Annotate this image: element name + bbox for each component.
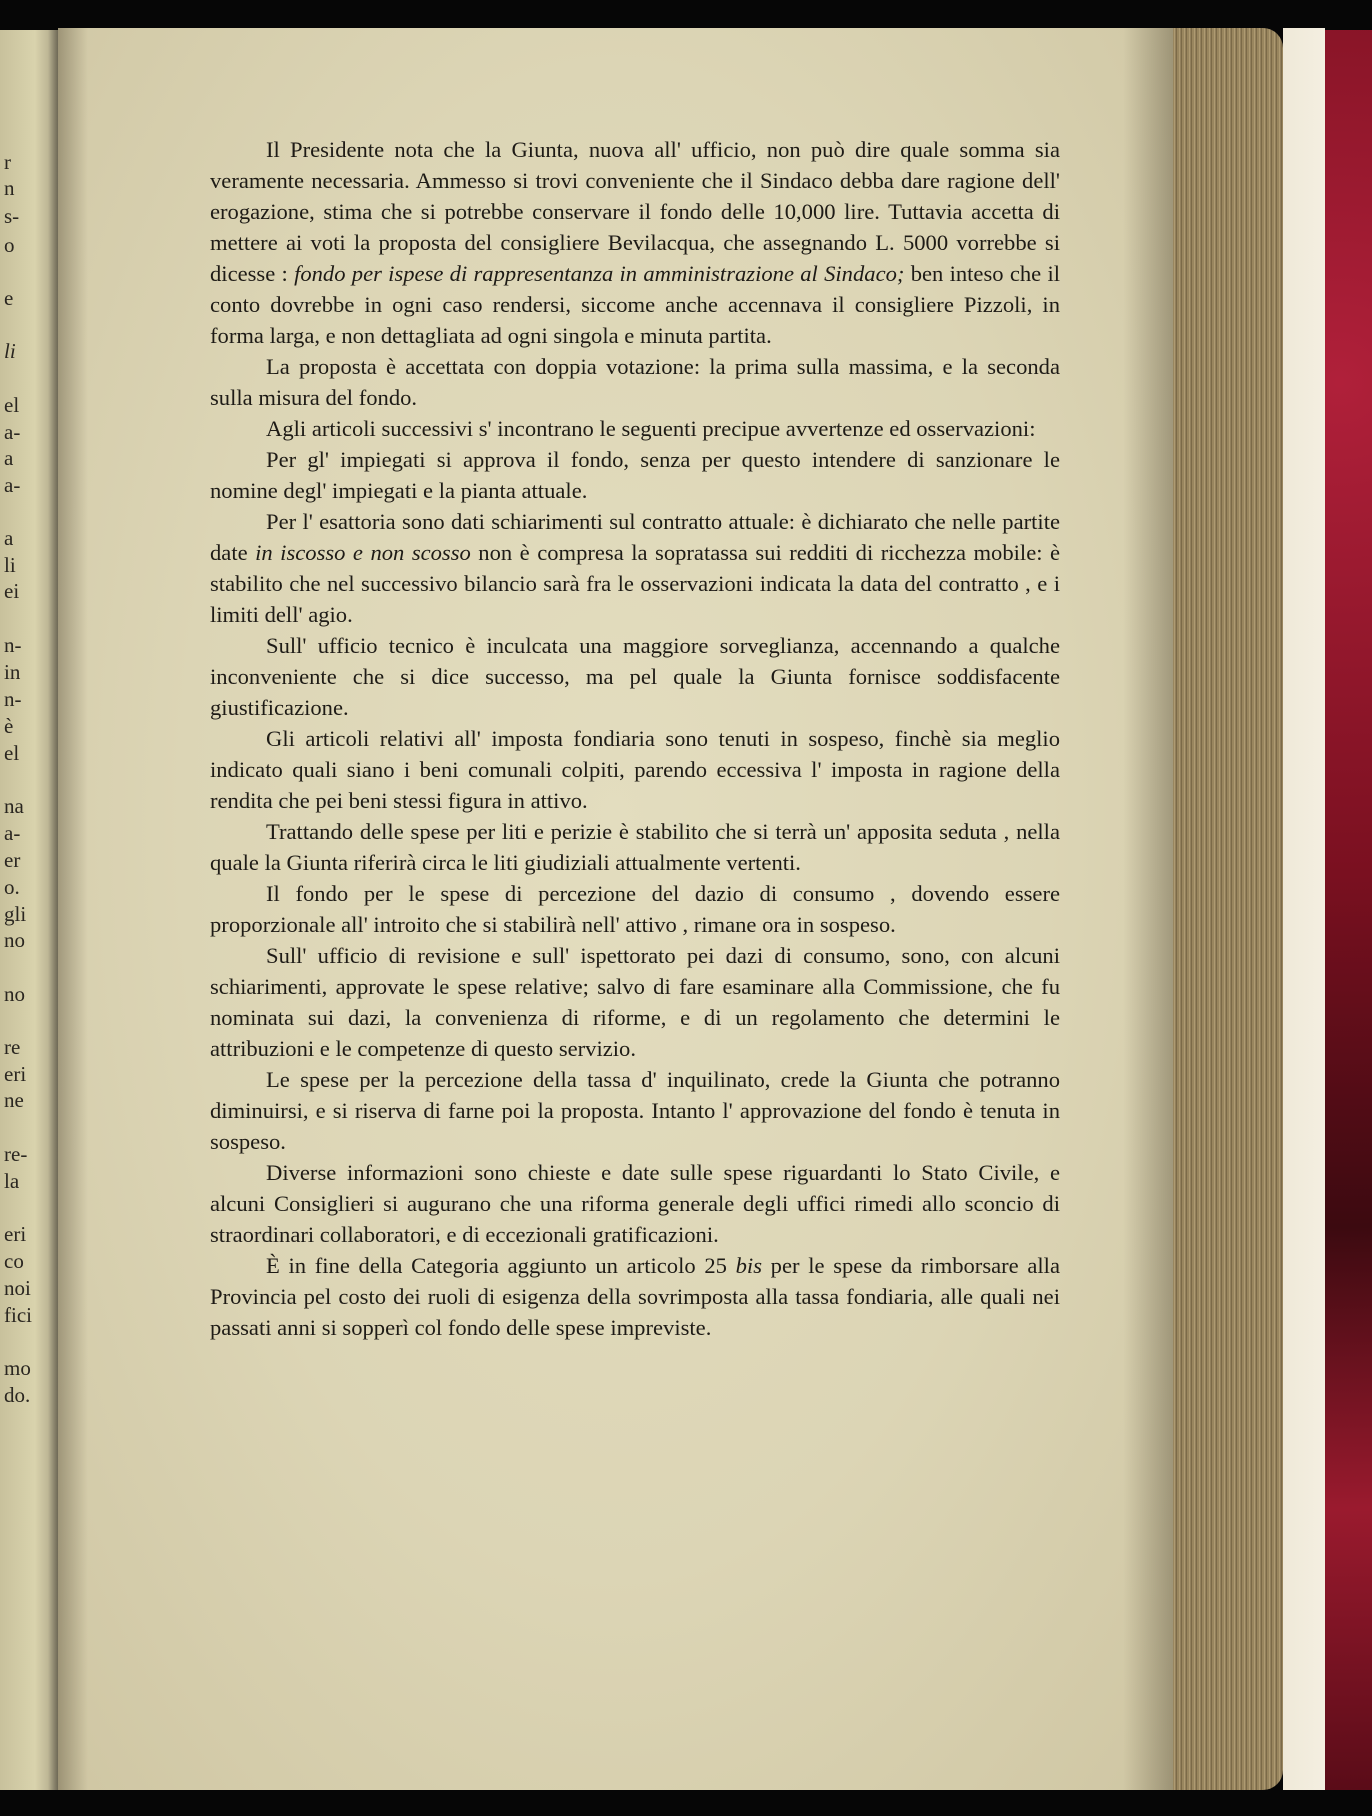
- paragraph: [210, 630, 1060, 723]
- left-page-fragment: a-: [4, 473, 21, 497]
- paragraph: [210, 444, 1060, 506]
- left-page-fragment: a-: [4, 420, 21, 444]
- paragraph: [210, 351, 1060, 413]
- paragraph: [210, 723, 1060, 816]
- left-page-fragment: mo: [4, 1356, 31, 1380]
- paragraph: [210, 1250, 1060, 1343]
- left-page-fragment: no: [4, 928, 25, 952]
- paragraph: [210, 940, 1060, 1064]
- text-run: Gli articoli relativi all' imposta fondiaria sono tenuti in sospeso, finchè sia meglio indicato quali siano i beni comunali colpiti, parendo eccessiva l' imposta in ragione della rendita che pei beni stessi figura in attivo.: [210, 726, 1060, 813]
- left-page-fragment: a: [4, 526, 14, 550]
- left-page-fragment: eri: [4, 1062, 27, 1086]
- paragraph: [210, 413, 1060, 444]
- left-page-fragment: co: [4, 1249, 24, 1273]
- italic-run: in iscosso e non scosso: [255, 540, 471, 565]
- marbled-binding: [1325, 30, 1372, 1790]
- left-page-fragment: a-: [4, 821, 21, 845]
- left-page-fragment: li: [4, 553, 16, 577]
- text-run: La proposta è accettata con doppia votazione: la prima sulla massima, e la seconda sulla misura del fondo.: [210, 354, 1060, 410]
- left-page-fragment: gli: [4, 902, 27, 926]
- left-page-fragment: do.: [4, 1383, 31, 1407]
- left-page-fragment: li: [4, 339, 16, 363]
- text-run: Trattando delle spese per liti e perizie è stabilito che si terrà un' apposita seduta , nella quale la Giunta riferirà circa le liti giudiziali attualmente vertenti.: [210, 819, 1060, 875]
- text-run: Le spese per la percezione della tassa d' inquilinato, crede la Giunta che potranno diminuirsi, e si riserva di farne poi la proposta. Intanto l' approvazione del fondo è tenuta in sospeso.: [210, 1067, 1060, 1154]
- text-run: non è compresa la sopratassa sui redditi di ricchezza mobile: è stabilito che nel successivo bilancio sarà fra le osservazioni indicata la data del contratto , e i limiti dell' agio.: [210, 540, 1061, 627]
- left-page-fragment: n: [4, 176, 15, 200]
- text-run: Per gl' impiegati si approva il fondo, senza per questo intendere di sanzionare le nomine degl' impiegati e la pianta attuale.: [210, 447, 1060, 503]
- left-page-fragment: noi: [4, 1276, 31, 1300]
- left-page-fragment: ei: [4, 579, 20, 603]
- text-run: Il Presidente nota che la Giunta, nuova all' ufficio, non può dire quale somma sia veramente necessaria. Ammesso si trovi conveniente che il Sindaco debba dare ragione dell' erogazione, stima che si potrebbe conservare il fondo delle 10,000 lire. Tuttavia accetta di mettere ai voti la proposta del consigliere Bevilacqua, che assegnando L. 5000 vorrebbe si dicesse :: [210, 137, 1060, 286]
- text-run: Agli articoli successivi s' incontrano le seguenti precipue avvertenze ed osservazioni:: [266, 416, 1036, 441]
- left-page-fragment: no: [4, 982, 25, 1006]
- left-page-fragment: a: [4, 446, 14, 470]
- left-page-edge: [0, 30, 58, 1790]
- text-run: Il fondo per le spese di percezione del dazio di consumo , dovendo essere proporzionale all' introito che si stabilirà nell' attivo , rimane ora in sospeso.: [210, 881, 1060, 937]
- page-block-edges: [1173, 28, 1283, 1790]
- left-page-fragment: eri: [4, 1222, 27, 1246]
- page-shadow-right: [1123, 28, 1173, 1790]
- left-page-fragment: la: [4, 1169, 20, 1193]
- left-page-fragment: e: [4, 286, 14, 310]
- page-body-text: [210, 134, 1060, 1343]
- italic-run: bis: [735, 1253, 762, 1278]
- left-page-fragment: re-: [4, 1142, 28, 1166]
- left-page-fragment: el: [4, 393, 20, 417]
- text-run: per le spese da rimborsare alla Provincia pel costo dei ruoli di esigenza della sovrimposta alla tassa fondiaria, alle quali nei passati anni si sopperì col fondo delle spese impreviste.: [210, 1253, 1060, 1340]
- paragraph: [210, 1064, 1060, 1157]
- left-page-fragment: el: [4, 741, 20, 765]
- text-run: È in fine della Categoria aggiunto un articolo 25: [266, 1253, 736, 1278]
- left-page-fragment: r: [4, 150, 11, 174]
- italic-run: fondo per ispese di rappresentanza in amministrazione al Sindaco;: [294, 261, 905, 286]
- text-run: ben inteso che il conto dovrebbe in ogni caso rendersi, siccome anche accennava il consigliere Pizzoli, in forma larga, e non dettagliata ad ogni singola e minuta partita.: [210, 261, 1060, 348]
- book-gutter: [48, 30, 58, 1790]
- text-run: Diverse informazioni sono chieste e date sulle spese riguardanti lo Stato Civile, e alcuni Consiglieri si augurano che una riforma generale degli uffici rimedi allo sconcio di straordinari collaboratori, e di eccezionali gratificazioni.: [210, 1160, 1060, 1247]
- text-run: Sull' ufficio di revisione e sull' ispettorato pei dazi di consumo, sono, con alcuni schiarimenti, approvate le spese relative; salvo di fare esaminare alla Commissione, che fu nominata sui dazi, la convenienza di riforme, e di un regolamento che determini le attribuzioni e le competenze di questo servizio.: [210, 943, 1060, 1061]
- paragraph: [210, 134, 1060, 351]
- paragraph: [210, 816, 1060, 878]
- left-page-fragment: o.: [4, 875, 20, 899]
- left-page-fragment: in: [4, 660, 21, 684]
- left-page-fragment: n-: [4, 687, 22, 711]
- left-page-fragment: ne: [4, 1088, 24, 1112]
- paragraph: [210, 1157, 1060, 1250]
- book-cover-edge: [1283, 28, 1325, 1790]
- left-page-fragment: er: [4, 848, 21, 872]
- paragraph: [210, 878, 1060, 940]
- text-run: Per l' esattoria sono dati schiarimenti sul contratto attuale: è dichiarato che nelle partite date: [210, 509, 1060, 565]
- left-page-fragment: è: [4, 714, 14, 738]
- left-page-fragment: s-: [4, 204, 20, 228]
- left-page-fragment: re: [4, 1035, 21, 1059]
- page-shadow-left: [58, 28, 88, 1790]
- paragraph: [210, 506, 1060, 630]
- left-page-fragment: fici: [4, 1303, 32, 1327]
- text-run: Sull' ufficio tecnico è inculcata una maggiore sorveglianza, accennando a qualche inconveniente che si dice successo, ma pel quale la Giunta fornisce soddisfacente giustificazione.: [210, 633, 1060, 720]
- left-page-fragment: na: [4, 794, 24, 818]
- left-page-fragment: n-: [4, 633, 22, 657]
- left-page-fragment: o: [4, 233, 15, 257]
